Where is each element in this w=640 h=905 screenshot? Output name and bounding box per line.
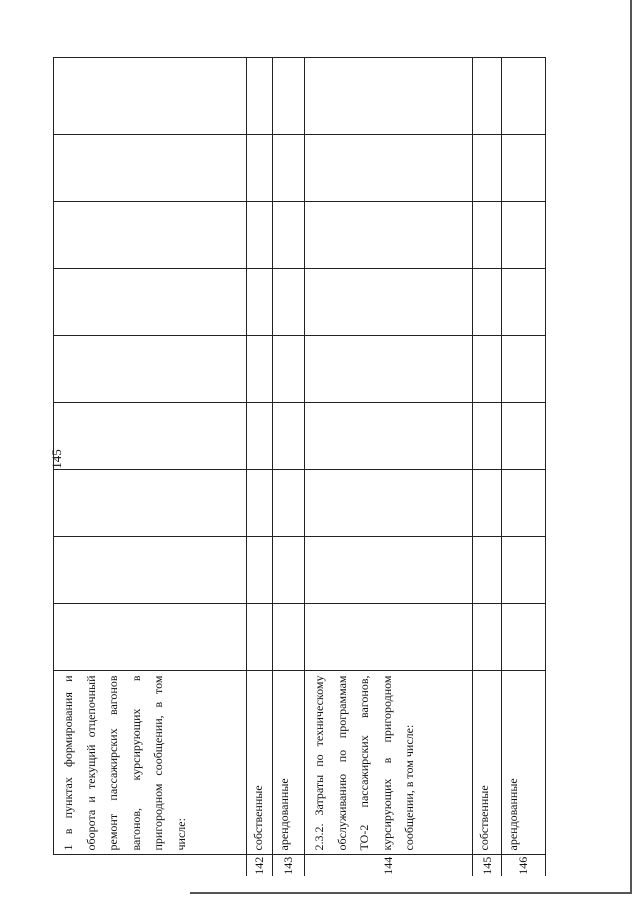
- row-number-cell: 146: [502, 855, 546, 876]
- value-cell: [273, 403, 305, 470]
- value-cell: [247, 604, 273, 671]
- rotated-table-layer: [53, 58, 530, 876]
- row-number-cell: 144: [305, 855, 473, 876]
- row-number-cell: 142: [247, 855, 273, 876]
- value-cell: [473, 537, 502, 604]
- value-cell: [54, 403, 247, 470]
- value-cell: [305, 604, 473, 671]
- row-description-cell: 1 в пунктах формирования и оборота и текущий отцепочный ремонт пассажирских вагонов вагонов, курсирующих в пригородном сообщении, в том числе:: [54, 671, 247, 855]
- value-cell: [305, 336, 473, 403]
- value-cell: [54, 537, 247, 604]
- value-cell: [502, 58, 546, 135]
- value-cell: [473, 269, 502, 336]
- value-cell: [273, 604, 305, 671]
- value-cell: [502, 470, 546, 537]
- value-cell: [273, 336, 305, 403]
- value-cell: [305, 470, 473, 537]
- value-cell: [54, 58, 247, 135]
- value-cell: [273, 537, 305, 604]
- value-cell: [305, 202, 473, 269]
- table-row: [54, 58, 247, 876]
- value-cell: [305, 269, 473, 336]
- value-cell: [502, 269, 546, 336]
- row-description-cell: собственные: [247, 671, 273, 855]
- row-number-cell: 143: [273, 855, 305, 876]
- value-cell: [473, 202, 502, 269]
- page-frame-right-edge: [630, 0, 632, 893]
- value-cell: [247, 336, 273, 403]
- row-number-cell: 145: [473, 855, 502, 876]
- cost-table: [53, 58, 546, 877]
- value-cell: [247, 537, 273, 604]
- row-number-cell: [54, 855, 247, 876]
- value-cell: [54, 269, 247, 336]
- value-cell: [247, 470, 273, 537]
- value-cell: [502, 403, 546, 470]
- value-cell: [247, 269, 273, 336]
- value-cell: [473, 336, 502, 403]
- value-cell: [247, 202, 273, 269]
- row-description-cell: собственные: [473, 671, 502, 855]
- value-cell: [247, 135, 273, 202]
- value-cell: [54, 336, 247, 403]
- value-cell: [502, 336, 546, 403]
- value-cell: [305, 537, 473, 604]
- value-cell: [502, 202, 546, 269]
- value-cell: [502, 135, 546, 202]
- row-description-cell: 2.3.2. Затраты по техническому обслуживанию по программам ТО-2 пассажирских вагонов, курсирующих в пригородном сообщении, в том числе:: [305, 671, 473, 855]
- value-cell: [305, 403, 473, 470]
- value-cell: [54, 604, 247, 671]
- value-cell: [54, 135, 247, 202]
- table-row: [502, 58, 546, 876]
- value-cell: [54, 470, 247, 537]
- value-cell: [473, 135, 502, 202]
- value-cell: [273, 269, 305, 336]
- value-cell: [54, 202, 247, 269]
- value-cell: [473, 403, 502, 470]
- value-cell: [502, 537, 546, 604]
- value-cell: [247, 58, 273, 135]
- table-container: [53, 58, 530, 876]
- row-description-cell: арендованные: [273, 671, 305, 855]
- page-frame-bottom-edge: [190, 892, 632, 894]
- table-row: [473, 58, 502, 876]
- value-cell: [273, 135, 305, 202]
- table-row: [305, 58, 473, 876]
- table-row: [273, 58, 305, 876]
- value-cell: [305, 58, 473, 135]
- value-cell: [502, 604, 546, 671]
- value-cell: [305, 135, 473, 202]
- value-cell: [473, 470, 502, 537]
- value-cell: [273, 470, 305, 537]
- value-cell: [247, 403, 273, 470]
- row-description-cell: арендованные: [502, 671, 546, 855]
- table-row: [247, 58, 273, 876]
- value-cell: [473, 604, 502, 671]
- value-cell: [273, 58, 305, 135]
- value-cell: [473, 58, 502, 135]
- value-cell: [273, 202, 305, 269]
- page-number: 145: [49, 449, 64, 469]
